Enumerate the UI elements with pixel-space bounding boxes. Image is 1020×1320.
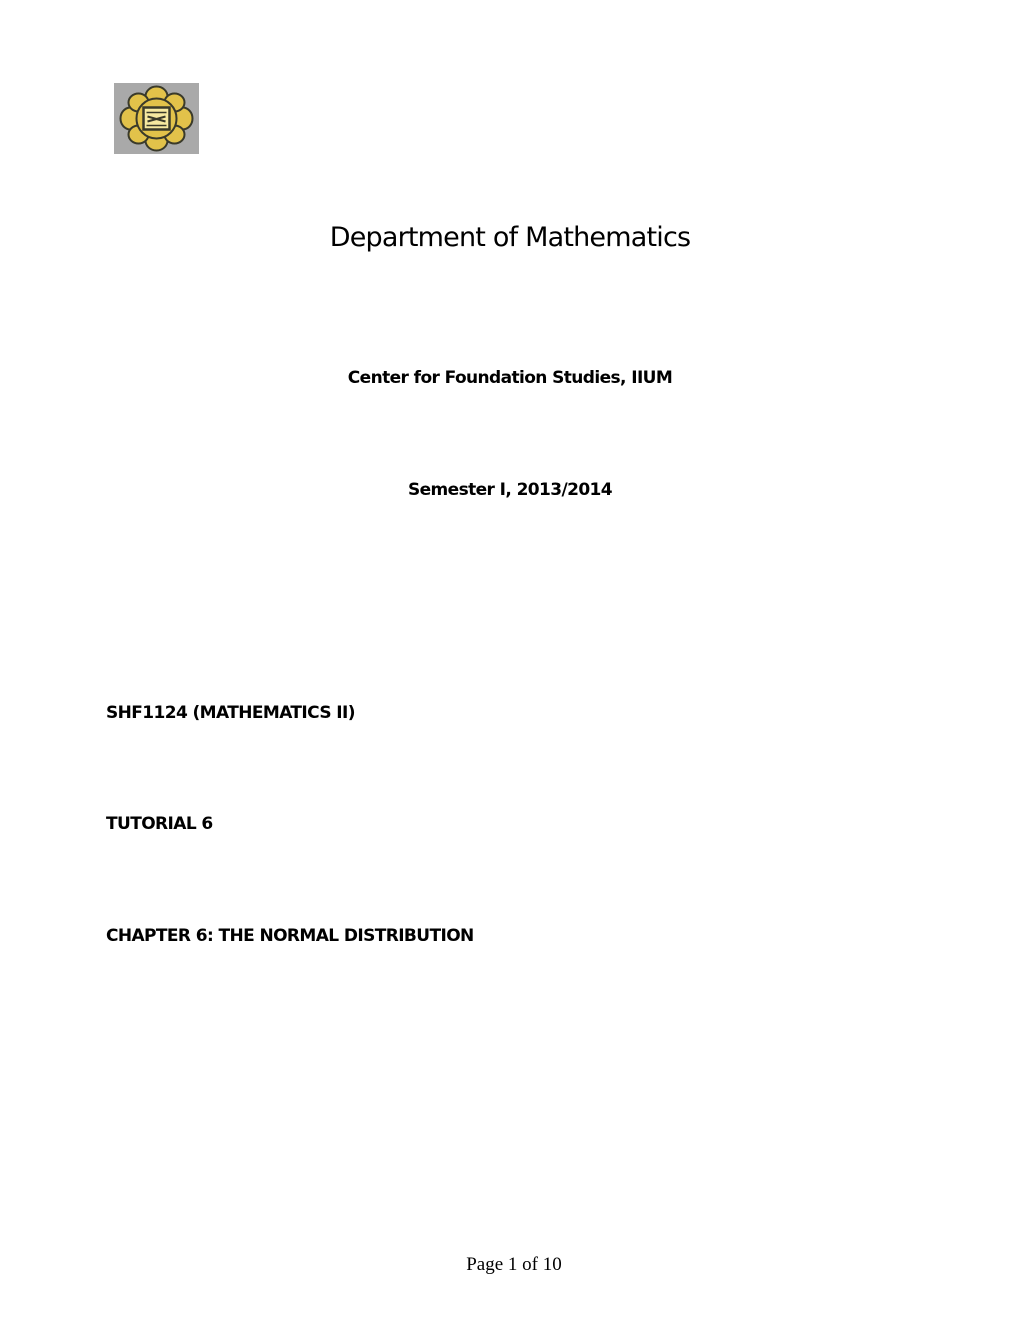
- center-name: Center for Foundation Studies, IIUM: [347, 368, 673, 388]
- chapter-heading: CHAPTER 6: THE NORMAL DISTRIBUTION: [106, 926, 474, 946]
- tutorial-heading: TUTORIAL 6: [106, 814, 213, 834]
- university-logo: [114, 83, 199, 154]
- page-number: Page 1 of 10: [466, 1254, 562, 1275]
- department-title: Department of Mathematics: [329, 222, 691, 253]
- university-emblem-icon: [114, 83, 199, 154]
- course-title: SHF1124 (MATHEMATICS II): [106, 703, 355, 723]
- semester-label: Semester I, 2013/2014: [407, 480, 613, 500]
